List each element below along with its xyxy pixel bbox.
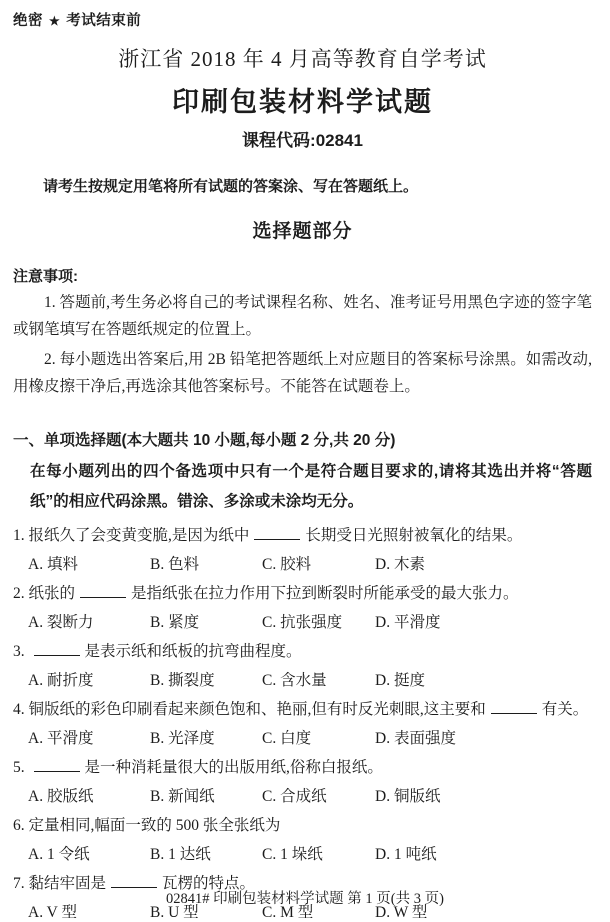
question-number: 3.	[13, 643, 29, 660]
option-label: B. 光泽度	[150, 730, 215, 747]
question-post-text: 是指纸张在拉力作用下拉到断裂时所能承受的最大张力。	[131, 585, 519, 602]
option-label: C. 胶料	[262, 556, 312, 573]
question-number: 4.	[13, 701, 29, 718]
part-one-note: 在每小题列出的四个备选项中只有一个是符合题目要求的,请将其选出并将“答题纸”的相应代码涂黑。错涂、多涂或未涂均无分。	[30, 463, 592, 510]
question-item	[13, 811, 592, 869]
option-label: A. 耐折度	[28, 672, 94, 689]
answer-blank	[80, 585, 126, 598]
question-pre-text: 铜版纸的彩色印刷看起来颜色饱和、艳丽,但有时反光刺眼,这主要和	[28, 701, 486, 718]
option-label: B. U 型	[150, 904, 199, 921]
option-label: A. 平滑度	[28, 730, 94, 747]
option-label: D. 挺度	[375, 672, 425, 689]
option-label: A. 胶版纸	[28, 788, 94, 805]
option-label: C. 合成纸	[262, 788, 327, 805]
question-post-text: 是一种消耗量很大的出版用纸,俗称白报纸。	[84, 759, 383, 776]
question-text	[13, 521, 592, 550]
option-label: D. 木素	[375, 556, 425, 573]
question-list	[13, 521, 592, 922]
option-label: B. 撕裂度	[150, 672, 215, 689]
question-text	[13, 811, 592, 840]
option-label: A. 填料	[28, 556, 78, 573]
paper-title: 印刷包装材料学试题	[172, 87, 433, 117]
option-label: D. 表面强度	[375, 730, 456, 747]
option-label: B. 色料	[150, 556, 200, 573]
question-number: 2.	[13, 585, 29, 602]
question-item	[13, 521, 592, 579]
question-post-text: 瓦楞的特点。	[162, 875, 256, 892]
question-item	[13, 579, 592, 637]
option-label: C. 抗张强度	[262, 614, 343, 631]
timing-note: 考试结束前	[66, 13, 142, 29]
option-label: C. 含水量	[262, 672, 327, 689]
question-pre-text: 纸张的	[28, 585, 76, 602]
option-label: B. 新闻纸	[150, 788, 215, 805]
notes-heading: 注意事项:	[13, 268, 78, 285]
answer-blank	[254, 527, 300, 540]
question-text	[13, 695, 592, 724]
option-label: A. V 型	[28, 904, 77, 921]
star-icon: ★	[49, 14, 61, 28]
part-one-heading: 一、单项选择题(本大题共 10 小题,每小题 2 分,共 20 分)	[13, 432, 396, 449]
question-options	[28, 840, 592, 869]
option-label: C. 1 垛纸	[262, 846, 323, 863]
course-code: 课程代码:02841	[242, 131, 363, 150]
exam-session-title: 浙江省 2018 年 4 月高等教育自学考试	[118, 47, 487, 71]
answer-blank	[491, 701, 537, 714]
option-label: B. 1 达纸	[150, 846, 211, 863]
question-options	[28, 608, 592, 637]
option-label: A. 1 令纸	[28, 846, 90, 863]
question-text	[13, 753, 592, 782]
question-text	[13, 637, 592, 666]
answer-blank	[34, 759, 80, 772]
option-label: D. 1 吨纸	[375, 846, 437, 863]
question-item	[13, 637, 592, 695]
question-number: 7.	[13, 875, 29, 892]
question-post-text: 有关。	[541, 701, 589, 718]
note-item-1: 1. 答题前,考生务必将自己的考试课程名称、姓名、准考证号用黑色字迹的签字笔或钢笔填写在答题纸规定的位置上。	[13, 294, 592, 338]
secrecy-line	[13, 9, 592, 30]
option-label: B. 紧度	[150, 614, 200, 631]
question-number: 6.	[13, 817, 29, 834]
question-options	[28, 550, 592, 579]
option-label: C. M 型	[262, 904, 314, 921]
answer-sheet-instruction: 请考生按规定用笔将所有试题的答案涂、写在答题纸上。	[43, 178, 419, 195]
option-label: D. 铜版纸	[375, 788, 441, 805]
question-post-text: 长期受日光照射被氧化的结果。	[305, 527, 523, 544]
option-label: C. 白度	[262, 730, 312, 747]
section-title: 选择题部分	[252, 221, 353, 242]
page-footer: 02841# 印刷包装材料学试题 第 1 页(共 3 页)	[166, 891, 444, 907]
secrecy-level: 绝密	[13, 13, 43, 29]
question-item	[13, 695, 592, 753]
question-post-text: 是表示纸和纸板的抗弯曲程度。	[84, 643, 302, 660]
question-options	[28, 724, 592, 753]
option-label: A. 裂断力	[28, 614, 94, 631]
question-pre-text: 黏结牢固是	[28, 875, 107, 892]
question-number: 1.	[13, 527, 29, 544]
question-options	[28, 666, 592, 695]
option-label: D. W 型	[375, 904, 428, 921]
question-number: 5.	[13, 759, 29, 776]
question-pre-text: 报纸久了会变黄变脆,是因为纸中	[28, 527, 250, 544]
note-item-2: 2. 每小题选出答案后,用 2B 铅笔把答题纸上对应题目的答案标号涂黑。如需改动,用橡皮擦干净后,再选涂其他答案标号。不能答在试题卷上。	[13, 351, 592, 395]
option-label: D. 平滑度	[375, 614, 441, 631]
question-text	[13, 579, 592, 608]
answer-blank	[34, 643, 80, 656]
question-pre-text: 定量相同,幅面一致的 500 张全张纸为	[28, 817, 281, 834]
question-item	[13, 753, 592, 811]
question-options	[28, 782, 592, 811]
